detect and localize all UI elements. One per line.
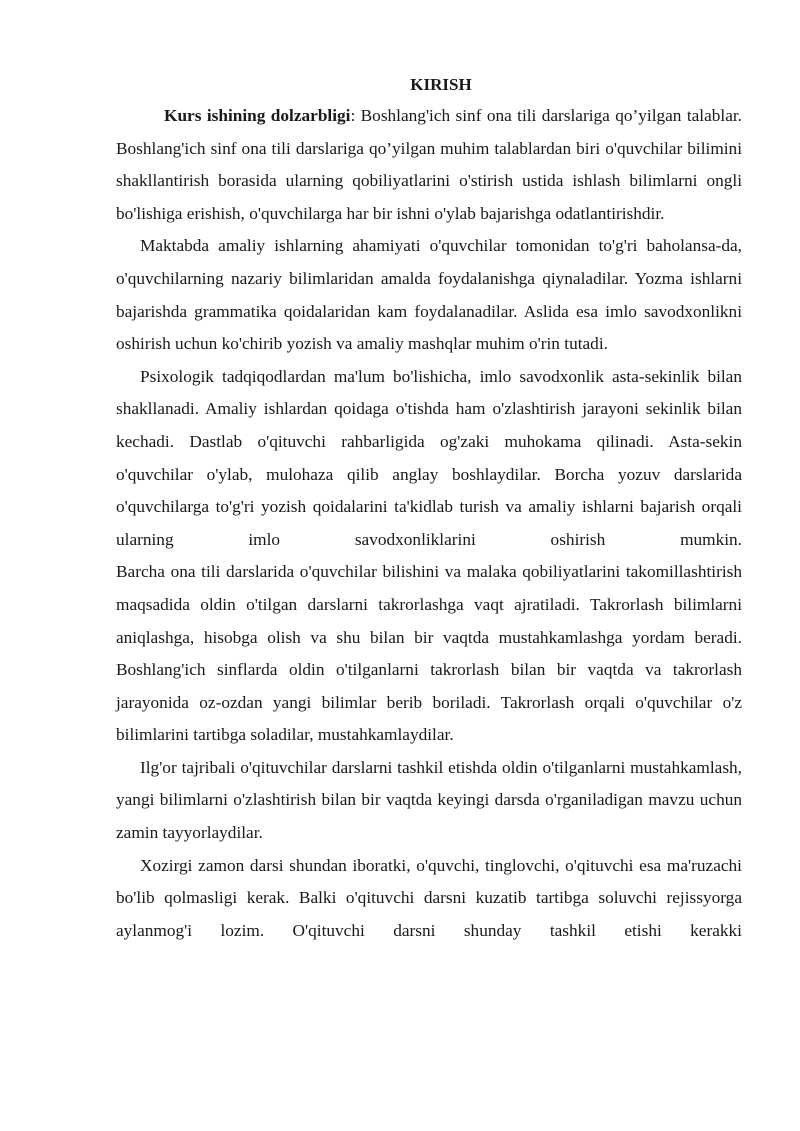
paragraph-1: Maktabda amaliy ishlarning ahamiyati o'quvchilar tomonidan to'g'ri baholansa-da, o'quvchilarning nazariy bilimlaridan amalda foydalanishga qiynaladilar. Yozma ishlarni bajarishda grammatika qoidalaridan kam foydalanadilar. Aslida esa imlo savodxonlikni oshirish uchun ko'chirib yozish va amaliy mashqlar muhim o'rin tutadi. xyxy=(116,236,742,354)
intro-text: : Boshlang'ich sinf ona tili darslariga qo’yilgan talablar. Boshlang'ich sinf ona tili darslariga qo’yilgan muhim talablardan biri o'quvchilar bilimini shakllantirish borasida ularning qobiliyatlarini o'stirish ustida ishlash bilimlarni ongli bo'lishiga erishish, o'quvchilarga har bir ishni o'ylab bajarishga odatlantirishdir. xyxy=(116,106,742,223)
paragraph-3: Barcha ona tili darslarida o'quvchilar bilishini va malaka qobiliyatlarini takomillashtirish maqsadida oldin o'tilgan darslarni takrorlashga vaqt ajratiladi. Takrorlash bilimlarni aniqlashga, hisobga olish va shu bilan bir vaqtda mustahkamlashga yordam beradi. Boshlang'ich sinflarda oldin o'tilganlarni takrorlash bilan bir vaqtda va takrorlash jarayonida oz-ozdan yangi bilimlar berib boriladi. Takrorlash orqali o'quvchilar o'z bilimlarini tartibga soladilar, mustahkamlaydilar. xyxy=(116,562,742,745)
paragraph-4: Ilg'or tajribali o'qituvchilar darslarni tashkil etishda oldin o'tilganlarni mustahkamlash, yangi bilimlarni o'zlashtirish bilan bir vaqtda keyingi darsda o'rganiladigan mavzu uchun zamin tayyorlaydilar. xyxy=(116,757,742,843)
paragraph-5: Xozirgi zamon darsi shundan iboratki, o'quvchi, tinglovchi, o'qituvchi esa ma'ruzachi bo'lib qolmasligi kerak. Balki o'qituvchi darsni kuzatib tartibga soluvchi rejissyorga aylanmog'i lozim. O'qituvchi darsni shunday tashkil etishi kerakki xyxy=(116,855,742,940)
intro-paragraph xyxy=(116,100,742,230)
paragraph-2: Psixologik tadqiqodlardan ma'lum bo'lishicha, imlo savodxonlik asta-sekinlik bilan shakllanadi. Amaliy ishlardan qoidaga o'tishda ham o'zlashtirish jarayoni sekinlik bilan kechadi. Dastlab o'qituvchi rahbarligida og'zaki muhokama qilinadi. Asta-sekin o'quvchilar o'ylab, mulohaza qilib anglay boshlaydilar. Borcha yozuv darslarida o'quvchilarga to'g'ri yozish qoidalarini ta'kidlab turish va amaliy ishlarni bajarish orqali ularning imlo savodxonliklarini oshirish mumkin. xyxy=(116,366,742,549)
intro-lead: Kurs ishining dolzarbligi xyxy=(164,106,351,125)
document-title: KIRISH xyxy=(410,75,472,94)
document-page xyxy=(116,72,742,947)
